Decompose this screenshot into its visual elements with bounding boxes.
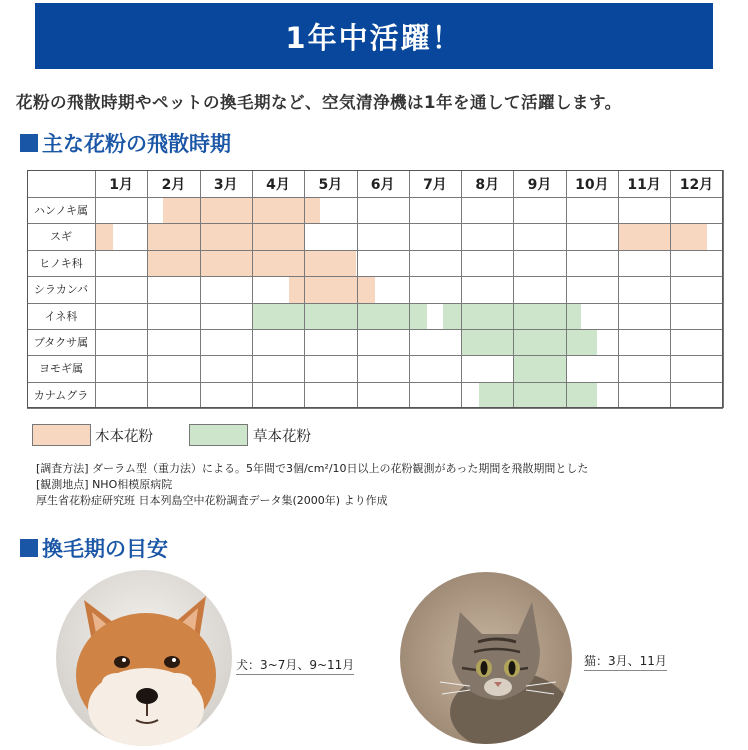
pollen-type-label: スギ — [50, 230, 72, 244]
month-header: 3月 — [213, 176, 238, 193]
month-header: 7月 — [423, 176, 447, 193]
intro-text: 花粉の飛散時期やペットの換毛期など、空気清浄機は1年を通して活躍します。 — [16, 93, 622, 112]
pollen-type-label: ブタクサ属 — [33, 336, 89, 349]
survey-notes — [36, 461, 588, 509]
month-header: 4月 — [266, 176, 290, 193]
note-line: [調査方法] ダーラム型（重力法）による。5年間で3個/cm²/10日以上の花粉観測があった期間を飛散期間とした — [36, 462, 589, 475]
note-line: 厚生省花粉症研究班 日本列島空中花粉調査データ集(2000年) より作成 — [36, 494, 388, 507]
pollen-type-label: カナムグラ — [33, 388, 89, 402]
shedding-heading-text: 換毛期の目安 — [42, 537, 168, 561]
pollen-type-label: ハンノキ属 — [33, 204, 89, 217]
month-header: 11月 — [627, 176, 661, 193]
month-header: 12月 — [679, 176, 714, 193]
dog-shedding-caption: 犬：3~7月、9~11月 — [236, 656, 354, 675]
shedding-section-heading — [20, 533, 168, 563]
month-header: 9月 — [527, 176, 552, 193]
pollen-type-label: ヒノキ科 — [39, 256, 83, 270]
shiba-dog-image — [56, 570, 232, 746]
pollen-type-label: ヨモギ属 — [39, 362, 83, 376]
dog-photo — [56, 570, 232, 746]
tabby-cat-image — [400, 572, 572, 744]
square-bullet-icon — [20, 134, 38, 152]
legend-grass-label: 草本花粉 — [253, 429, 311, 445]
page-banner — [35, 3, 713, 69]
cat-shedding-caption: 猫：3月、11月 — [584, 652, 667, 671]
month-header: 2月 — [161, 176, 186, 193]
pollen-type-label: シラカンバ — [33, 283, 89, 297]
legend-grass-swatch — [189, 424, 248, 446]
square-bullet-icon — [20, 539, 38, 557]
legend-wood-swatch — [32, 424, 91, 446]
month-header: 10月 — [575, 176, 609, 193]
cat-photo — [400, 572, 572, 744]
month-header: 5月 — [318, 176, 343, 193]
pollen-heading-text: 主な花粉の飛散時期 — [42, 132, 231, 156]
pollen-calendar-table — [27, 170, 723, 408]
banner-title: 1年中活躍！ — [285, 20, 463, 55]
legend-wood-label: 木本花粉 — [95, 429, 153, 445]
month-header: 6月 — [370, 176, 395, 193]
table-border — [27, 170, 723, 408]
month-header: 1月 — [109, 176, 134, 193]
pollen-section-heading — [20, 128, 231, 158]
month-header: 8月 — [475, 176, 500, 193]
pollen-type-label: イネ科 — [44, 309, 78, 323]
note-line: [観測地点] NHO相模原病院 — [36, 478, 173, 491]
grid-line — [27, 408, 723, 409]
